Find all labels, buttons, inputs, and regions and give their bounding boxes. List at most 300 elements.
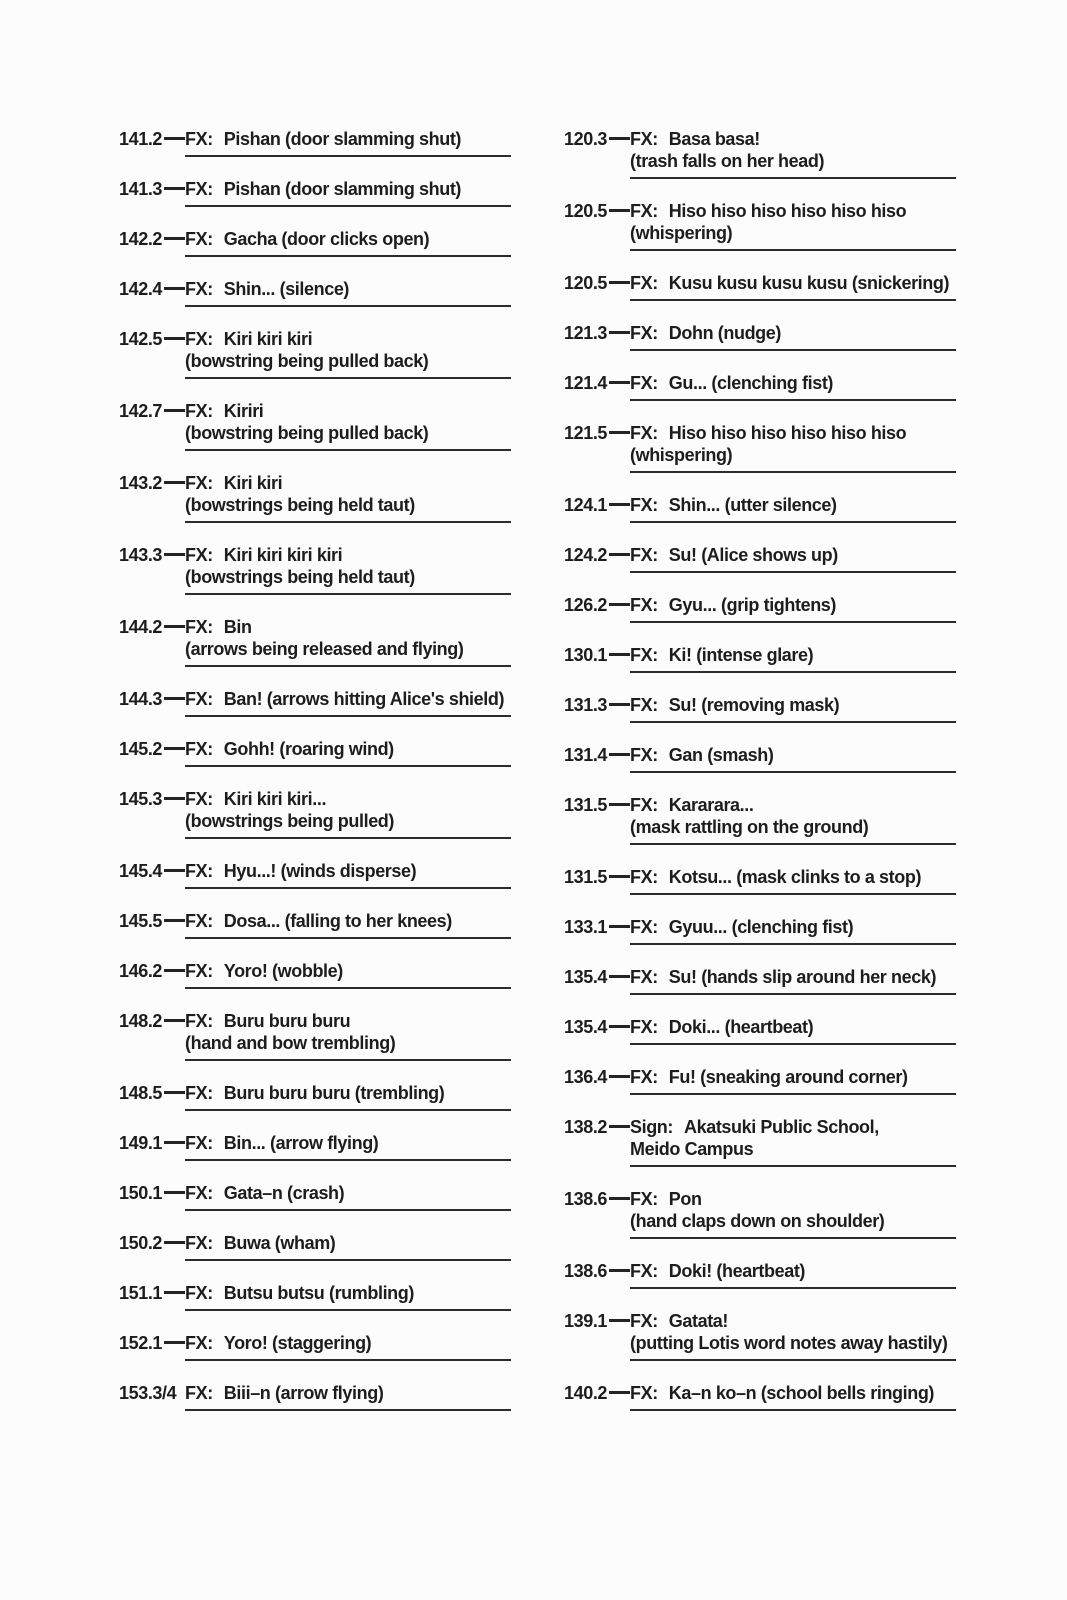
- entry-sound-text: Ban! (arrows hitting Alice's shield): [223, 689, 505, 709]
- fx-entry: [564, 200, 956, 251]
- entry-content: [630, 866, 956, 895]
- entry-sound-text: Kiri kiri kiri...: [223, 789, 327, 809]
- entry-first-line: [185, 1082, 511, 1104]
- dash-connector: [164, 187, 185, 190]
- fx-entry: [119, 544, 511, 595]
- entry-type-label: FX:: [630, 917, 658, 937]
- entry-sound-text: Hyu...! (winds disperse): [223, 861, 417, 881]
- entry-first-line: [185, 228, 511, 250]
- entry-ref-cell: [119, 738, 185, 760]
- entry-type-label: FX:: [630, 1189, 658, 1209]
- entry-page-panel-number: 126.2: [564, 595, 608, 615]
- entry-type-label: FX:: [185, 861, 213, 881]
- entry-type-label: FX:: [630, 645, 658, 665]
- entry-sound-text: Bin: [223, 617, 252, 637]
- fx-entry: [564, 1016, 956, 1045]
- entry-first-line: [185, 1282, 511, 1304]
- entry-ref-cell: [564, 1188, 630, 1210]
- dash-connector: [609, 137, 630, 140]
- fx-entry: [564, 1188, 956, 1239]
- entry-sound-text: Su! (Alice shows up): [668, 545, 838, 565]
- entry-continuation-line: (mask rattling on the ground): [630, 817, 869, 837]
- entry-first-line: [185, 1132, 511, 1154]
- entry-first-line: [185, 178, 511, 200]
- entry-sound-text: Ki! (intense glare): [668, 645, 814, 665]
- entry-page-panel-number: 138.6: [564, 1189, 608, 1209]
- entry-type-label: FX:: [630, 495, 658, 515]
- fx-entry: [119, 178, 511, 207]
- fx-entry: [564, 744, 956, 773]
- fx-entry: [564, 594, 956, 623]
- fx-entry: [564, 866, 956, 895]
- entry-ref-cell: [119, 1010, 185, 1032]
- entry-content: [630, 272, 956, 301]
- entry-content: [185, 400, 511, 451]
- entry-content: [185, 688, 511, 717]
- entry-content: [185, 1382, 511, 1411]
- entry-type-label: FX:: [185, 1333, 213, 1353]
- entry-ref-cell: [564, 916, 630, 938]
- entry-content: [185, 1082, 511, 1111]
- entry-first-line: [630, 322, 956, 344]
- entry-content: [630, 744, 956, 773]
- entry-continuation-line: (bowstring being pulled back): [185, 423, 429, 443]
- entry-first-line: [185, 860, 511, 882]
- entry-page-panel-number: 131.5: [564, 795, 608, 815]
- fx-entry: [564, 128, 956, 179]
- entry-type-label: FX:: [185, 1083, 213, 1103]
- entry-type-label: FX:: [630, 273, 658, 293]
- dash-connector: [609, 653, 630, 656]
- entry-content: [630, 1310, 956, 1361]
- dash-connector: [164, 869, 185, 872]
- entry-ref-cell: [564, 644, 630, 666]
- fx-entry: [119, 1382, 511, 1411]
- entry-type-label: FX:: [185, 1011, 213, 1031]
- entry-sound-text: Buru buru buru (trembling): [223, 1083, 445, 1103]
- entry-type-label: FX:: [630, 1017, 658, 1037]
- entry-content: [630, 644, 956, 673]
- dash-connector: [164, 747, 185, 750]
- entry-first-line: [630, 916, 956, 938]
- entry-ref-cell: [119, 860, 185, 882]
- entry-page-panel-number: 144.3: [119, 689, 163, 709]
- entry-first-line: [630, 644, 956, 666]
- entry-sound-text: Pishan (door slamming shut): [223, 129, 462, 149]
- entry-first-line: [630, 200, 956, 222]
- entry-sound-text: Buwa (wham): [223, 1233, 336, 1253]
- entry-first-line: [630, 1382, 956, 1404]
- entry-content: [630, 1066, 956, 1095]
- entry-ref-cell: [119, 544, 185, 566]
- entry-ref-cell: [119, 472, 185, 494]
- entry-page-panel-number: 145.2: [119, 739, 163, 759]
- entry-type-label: FX:: [630, 545, 658, 565]
- fx-entry: [119, 472, 511, 523]
- entry-ref-cell: [564, 794, 630, 816]
- dash-connector: [164, 553, 185, 556]
- entry-first-line: [185, 960, 511, 982]
- entry-first-line: [185, 472, 511, 494]
- entry-first-line: [185, 400, 511, 422]
- fx-entry: [119, 228, 511, 257]
- entry-type-label: FX:: [185, 1233, 213, 1253]
- dash-connector: [164, 1141, 185, 1144]
- entry-ref-cell: [564, 422, 630, 444]
- entry-ref-cell: [564, 494, 630, 516]
- entry-sound-text: Gata–n (crash): [223, 1183, 345, 1203]
- entry-sound-text: Buru buru buru: [223, 1011, 351, 1031]
- dash-connector: [609, 925, 630, 928]
- dash-connector: [609, 875, 630, 878]
- fx-entry: [564, 544, 956, 573]
- entry-type-label: Sign:: [630, 1117, 673, 1137]
- entry-page-panel-number: 121.5: [564, 423, 608, 443]
- fx-entry: [119, 738, 511, 767]
- entry-ref-cell: [564, 594, 630, 616]
- entry-content: [630, 1382, 956, 1411]
- entry-content: [630, 1016, 956, 1045]
- entry-first-line: [630, 966, 956, 988]
- entry-content: [185, 960, 511, 989]
- dash-connector: [609, 1025, 630, 1028]
- entry-page-panel-number: 148.5: [119, 1083, 163, 1103]
- entry-page-panel-number: 142.4: [119, 279, 163, 299]
- fx-entry: [119, 1010, 511, 1061]
- dash-connector: [609, 209, 630, 212]
- entry-page-panel-number: 141.2: [119, 129, 163, 149]
- entry-type-label: FX:: [630, 967, 658, 987]
- entry-page-panel-number: 142.7: [119, 401, 163, 421]
- entry-type-label: FX:: [630, 129, 658, 149]
- entry-sound-text: Su! (removing mask): [668, 695, 840, 715]
- entry-ref-cell: [119, 1182, 185, 1204]
- entry-ref-cell: [119, 128, 185, 150]
- dash-connector: [609, 1075, 630, 1078]
- entry-type-label: FX:: [185, 789, 213, 809]
- dash-connector: [164, 409, 185, 412]
- entry-ref-cell: [119, 178, 185, 200]
- entry-continuation-line: (bowstring being pulled back): [185, 351, 429, 371]
- entry-first-line: [185, 128, 511, 150]
- entry-content: [630, 1188, 956, 1239]
- entry-content: [185, 128, 511, 157]
- entry-type-label: FX:: [630, 423, 658, 443]
- entry-first-line: [630, 694, 956, 716]
- entry-type-label: FX:: [185, 279, 213, 299]
- entry-type-label: FX:: [630, 1261, 658, 1281]
- entry-first-line: [630, 744, 956, 766]
- entry-sound-text: Kusu kusu kusu kusu (snickering): [668, 273, 950, 293]
- dash-connector: [609, 553, 630, 556]
- entry-type-label: FX:: [630, 1311, 658, 1331]
- entry-first-line: [185, 910, 511, 932]
- entry-sound-text: Biii–n (arrow flying): [223, 1383, 384, 1403]
- entry-first-line: [185, 1010, 511, 1032]
- fx-entry: [564, 1066, 956, 1095]
- entry-content: [630, 494, 956, 523]
- entry-first-line: [630, 594, 956, 616]
- entry-ref-cell: [119, 1332, 185, 1354]
- entry-content: [185, 1132, 511, 1161]
- entry-type-label: FX:: [185, 617, 213, 637]
- entry-content: [185, 278, 511, 307]
- fx-entry: [119, 128, 511, 157]
- entry-sound-text: Fu! (sneaking around corner): [668, 1067, 908, 1087]
- entry-ref-cell: [119, 278, 185, 300]
- entry-first-line: [185, 278, 511, 300]
- dash-connector: [164, 1341, 185, 1344]
- entry-ref-cell: [564, 866, 630, 888]
- entry-type-label: FX:: [185, 1183, 213, 1203]
- fx-entry: [564, 372, 956, 401]
- entry-sound-text: Kiri kiri: [223, 473, 283, 493]
- entry-first-line: [630, 1260, 956, 1282]
- entry-type-label: FX:: [185, 961, 213, 981]
- dash-connector: [609, 703, 630, 706]
- entry-ref-cell: [119, 1282, 185, 1304]
- entry-page-panel-number: 124.1: [564, 495, 608, 515]
- entry-type-label: FX:: [185, 401, 213, 421]
- fx-entry: [564, 1310, 956, 1361]
- fx-entry: [119, 1332, 511, 1361]
- entry-ref-cell: [119, 688, 185, 710]
- entry-page-panel-number: 142.5: [119, 329, 163, 349]
- entry-type-label: FX:: [185, 1383, 213, 1403]
- entry-continuation-line: (hand and bow trembling): [185, 1033, 396, 1053]
- entry-page-panel-number: 141.3: [119, 179, 163, 199]
- entry-content: [630, 200, 956, 251]
- fx-entry: [119, 328, 511, 379]
- entry-type-label: FX:: [630, 595, 658, 615]
- entry-content: [185, 178, 511, 207]
- entry-page-panel-number: 140.2: [564, 1383, 608, 1403]
- entry-content: [185, 1282, 511, 1311]
- entry-type-label: FX:: [630, 201, 658, 221]
- entry-content: [185, 328, 511, 379]
- dash-connector: [164, 797, 185, 800]
- entry-page-panel-number: 138.6: [564, 1261, 608, 1281]
- entry-continuation-line: (bowstrings being held taut): [185, 567, 415, 587]
- entry-sound-text: Gatata!: [668, 1311, 729, 1331]
- entry-first-line: [630, 422, 956, 444]
- entry-content: [630, 794, 956, 845]
- fx-entry: [564, 794, 956, 845]
- entry-ref-cell: [564, 1016, 630, 1038]
- entry-ref-cell: [119, 960, 185, 982]
- fx-entry: [564, 1116, 956, 1167]
- entry-sound-text: Basa basa!: [668, 129, 760, 149]
- entry-first-line: [185, 738, 511, 760]
- entry-ref-cell: [564, 372, 630, 394]
- entry-sound-text: Kiri kiri kiri kiri: [223, 545, 343, 565]
- entry-content: [185, 544, 511, 595]
- entry-content: [185, 910, 511, 939]
- dash-connector: [609, 281, 630, 284]
- fx-entry: [119, 1282, 511, 1311]
- entry-content: [185, 788, 511, 839]
- entry-page-panel-number: 124.2: [564, 545, 608, 565]
- entry-page-panel-number: 120.5: [564, 273, 608, 293]
- entry-type-label: FX:: [185, 473, 213, 493]
- entry-ref-cell: [564, 322, 630, 344]
- entry-sound-text: Gu... (clenching fist): [668, 373, 834, 393]
- entry-content: [185, 1010, 511, 1061]
- entry-sound-text: Butsu butsu (rumbling): [223, 1283, 414, 1303]
- fx-entry: [119, 688, 511, 717]
- entry-ref-cell: [564, 1116, 630, 1138]
- entry-page-panel-number: 149.1: [119, 1133, 163, 1153]
- entry-ref-cell: [564, 272, 630, 294]
- dash-connector: [609, 1391, 630, 1394]
- entry-content: [630, 128, 956, 179]
- dash-connector: [609, 331, 630, 334]
- entry-ref-cell: [564, 1260, 630, 1282]
- fx-entry: [119, 400, 511, 451]
- entry-ref-cell: [564, 694, 630, 716]
- entry-first-line: [630, 1310, 956, 1332]
- entry-sound-text: Gohh! (roaring wind): [223, 739, 394, 759]
- entry-type-label: FX:: [630, 1383, 658, 1403]
- entry-sound-text: Hiso hiso hiso hiso hiso hiso: [668, 423, 907, 443]
- entry-sound-text: Shin... (silence): [223, 279, 350, 299]
- entry-page-panel-number: 131.3: [564, 695, 608, 715]
- entry-type-label: FX:: [185, 545, 213, 565]
- dash-connector: [609, 381, 630, 384]
- entry-sound-text: Yoro! (wobble): [223, 961, 343, 981]
- dash-connector: [164, 237, 185, 240]
- entry-type-label: FX:: [630, 1067, 658, 1087]
- fx-entry: [564, 916, 956, 945]
- entry-content: [630, 372, 956, 401]
- entry-first-line: [185, 1332, 511, 1354]
- entry-first-line: [630, 1016, 956, 1038]
- entry-continuation-line: (whispering): [630, 223, 733, 243]
- entry-page-panel-number: 120.3: [564, 129, 608, 149]
- entry-content: [185, 228, 511, 257]
- entry-sound-text: Kiriri: [223, 401, 264, 421]
- entry-page-panel-number: 120.5: [564, 201, 608, 221]
- entry-continuation-line: Meido Campus: [630, 1139, 754, 1159]
- entry-page-panel-number: 144.2: [119, 617, 163, 637]
- entry-content: [630, 544, 956, 573]
- entry-sound-text: Doki... (heartbeat): [668, 1017, 814, 1037]
- entry-page-panel-number: 150.1: [119, 1183, 163, 1203]
- dash-connector: [164, 1091, 185, 1094]
- entry-ref-cell: [119, 1382, 185, 1404]
- entry-first-line: [185, 1382, 511, 1404]
- entry-type-label: FX:: [630, 867, 658, 887]
- dash-connector: [609, 1269, 630, 1272]
- entry-first-line: [630, 494, 956, 516]
- entry-ref-cell: [564, 1066, 630, 1088]
- dash-connector: [164, 1191, 185, 1194]
- dash-connector: [609, 431, 630, 434]
- entry-continuation-line: (arrows being released and flying): [185, 639, 464, 659]
- entry-page-panel-number: 133.1: [564, 917, 608, 937]
- entry-sound-text: Gan (smash): [668, 745, 774, 765]
- entry-sound-text: Pon: [668, 1189, 702, 1209]
- entry-content: [185, 1332, 511, 1361]
- entry-sound-text: Dosa... (falling to her knees): [223, 911, 452, 931]
- entry-content: [630, 694, 956, 723]
- entry-first-line: [185, 688, 511, 710]
- entry-ref-cell: [119, 910, 185, 932]
- entry-type-label: FX:: [185, 129, 213, 149]
- entry-type-label: FX:: [185, 179, 213, 199]
- entry-ref-cell: [119, 616, 185, 638]
- dash-connector: [164, 697, 185, 700]
- entry-content: [185, 1232, 511, 1261]
- entry-page-panel-number: 131.4: [564, 745, 608, 765]
- entry-content: [630, 322, 956, 351]
- entry-ref-cell: [119, 1232, 185, 1254]
- entry-continuation-line: (trash falls on her head): [630, 151, 825, 171]
- entry-sound-text: Bin... (arrow flying): [223, 1133, 379, 1153]
- entry-ref-cell: [119, 1132, 185, 1154]
- entry-sound-text: Hiso hiso hiso hiso hiso hiso: [668, 201, 907, 221]
- entry-ref-cell: [119, 1082, 185, 1104]
- fx-entry: [119, 910, 511, 939]
- entry-content: [185, 1182, 511, 1211]
- entry-page-panel-number: 146.2: [119, 961, 163, 981]
- entry-continuation-line: (hand claps down on shoulder): [630, 1211, 885, 1231]
- dash-connector: [164, 337, 185, 340]
- entry-sound-text: Kararara...: [668, 795, 754, 815]
- entry-sound-text: Doki! (heartbeat): [668, 1261, 806, 1281]
- fx-entry: [119, 1132, 511, 1161]
- dash-connector: [164, 1019, 185, 1022]
- entry-sound-text: Yoro! (staggering): [223, 1333, 372, 1353]
- entry-sound-text: Su! (hands slip around her neck): [668, 967, 937, 987]
- entry-page-panel-number: 145.3: [119, 789, 163, 809]
- entry-first-line: [185, 1232, 511, 1254]
- entry-first-line: [630, 866, 956, 888]
- entry-type-label: FX:: [630, 795, 658, 815]
- fx-entry: [119, 860, 511, 889]
- entry-content: [185, 472, 511, 523]
- entry-type-label: FX:: [185, 1133, 213, 1153]
- entry-content: [185, 616, 511, 667]
- entry-ref-cell: [119, 400, 185, 422]
- entry-ref-cell: [564, 1382, 630, 1404]
- fx-entry: [119, 788, 511, 839]
- fx-entry: [564, 422, 956, 473]
- entry-page-panel-number: 136.4: [564, 1067, 608, 1087]
- fx-entry: [119, 616, 511, 667]
- entry-page-panel-number: 135.4: [564, 1017, 608, 1037]
- entry-page-panel-number: 145.4: [119, 861, 163, 881]
- fx-entry: [564, 1382, 956, 1411]
- entry-first-line: [185, 544, 511, 566]
- entry-content: [630, 966, 956, 995]
- fx-entry: [119, 1232, 511, 1261]
- entry-type-label: FX:: [185, 689, 213, 709]
- entry-sound-text: Shin... (utter silence): [668, 495, 837, 515]
- fx-entry: [564, 644, 956, 673]
- fx-entry: [119, 278, 511, 307]
- entry-first-line: [630, 128, 956, 150]
- entry-type-label: FX:: [630, 373, 658, 393]
- entry-first-line: [630, 1116, 956, 1138]
- entry-ref-cell: [564, 200, 630, 222]
- entry-first-line: [630, 1066, 956, 1088]
- dash-connector: [164, 1241, 185, 1244]
- entry-page-panel-number: 153.3/4: [119, 1383, 177, 1403]
- fx-entry: [119, 960, 511, 989]
- entry-sound-text: Ka–n ko–n (school bells ringing): [668, 1383, 935, 1403]
- entry-first-line: [185, 1182, 511, 1204]
